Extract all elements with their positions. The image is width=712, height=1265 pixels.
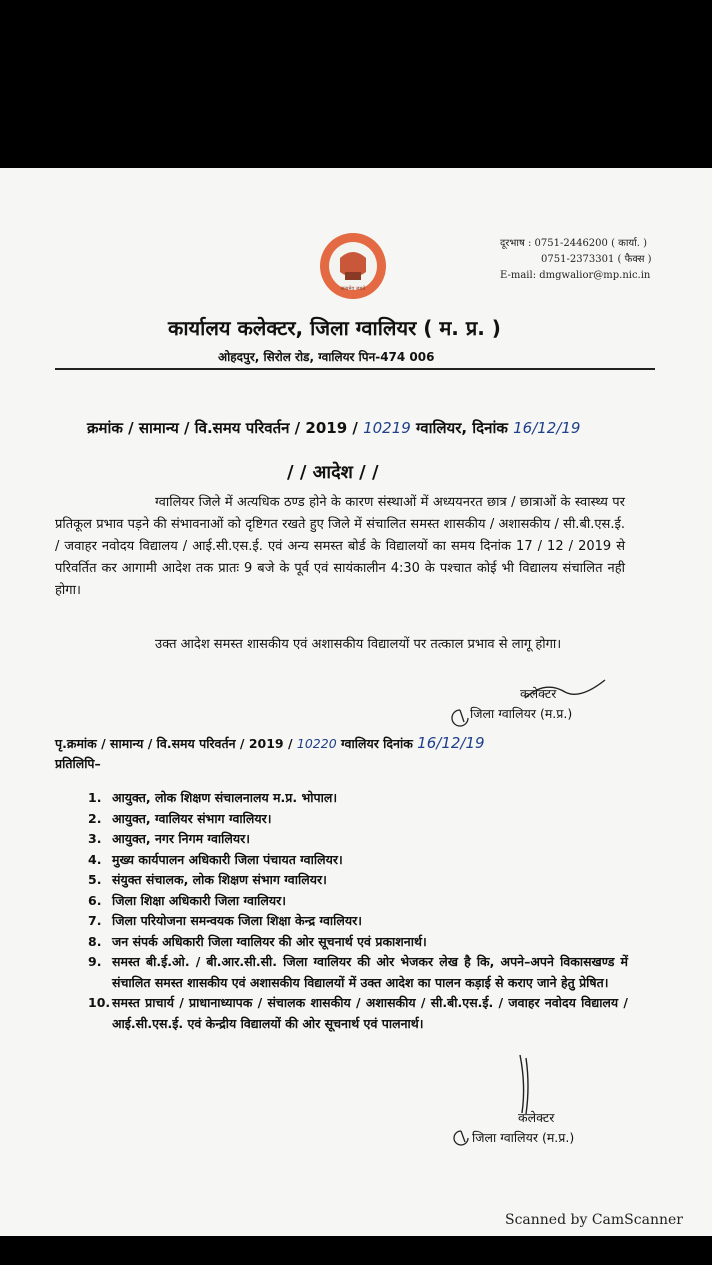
list-item <box>88 911 628 932</box>
list-item <box>88 870 628 891</box>
copy-ref-number: 10220 <box>296 736 337 751</box>
order-ref-prefix: क्रमांक / सामान्य / वि.समय परिवर्तन / 2019 / <box>87 419 358 437</box>
list-item-number: 8. <box>88 933 102 949</box>
list-item <box>88 829 628 850</box>
list-item-text: समस्त प्राचार्य / प्राधानाध्यापक / संचालक शासकीय / अशासकीय / सी.बी.एस.ई. / जवाहर नवोदय विद्यालय / आई.सी.एस.ई. एवं केन्द्रीय विद्यालयों की ओर सूचनार्थ एवं पालनार्थ। <box>112 995 628 1031</box>
copy-ref-date: 16/12/19 <box>417 734 485 752</box>
signature-designation: कलेक्टर <box>518 1110 555 1125</box>
office-address: ओहदपुर, सिरोल रोड, ग्वालियर पिन-474 006 <box>218 350 435 364</box>
list-item <box>88 993 628 1034</box>
list-item-number: 7. <box>88 913 102 928</box>
contact-block <box>500 236 652 284</box>
order-paragraph-1: ग्वालियर जिले में अत्यधिक ठण्ड होने के कारण संस्थाओं में अध्ययनरत छात्र / छात्राओं के स्वास्थ्य पर प्रतिकूल प्रभाव पड़ने की संभावनाओं को दृष्टिगत रखते हुए जिले में संचालित समस्त शासकीय / अशासकीय / सी.बी.एस.ई. / जवाहर नवोदय विद्यालय / आई.सी.एस.ई. एवं अन्य समस्त बोर्ड के विद्यालयों का समय दिनांक 17 / 12 / 2019 से परिवर्तित कर आगामी आदेश तक प्रातः 9 बजे के पूर्व एवं सायंकालीन 4:30 के पश्चात कोई भी विद्यालय संचालित नही होगा। <box>55 495 625 598</box>
list-item-number: 2. <box>88 810 102 826</box>
list-item <box>88 952 628 993</box>
order-paragraph-2: उक्त आदेश समस्त शासकीय एवं अशासकीय विद्यालयों पर तत्काल प्रभाव से लागू होगा। <box>155 637 562 652</box>
signature-district: जिला ग्वालियर (म.प्र.) <box>472 1130 575 1145</box>
header-divider <box>55 368 655 370</box>
copy-ref-place: ग्वालियर दिनांक <box>341 736 413 751</box>
signature-initial <box>448 706 472 728</box>
list-item <box>88 891 628 912</box>
list-item-number: 1. <box>88 790 102 805</box>
list-item-text: आयुक्त, नगर निगम ग्वालियर। <box>112 831 250 846</box>
copy-ref-prefix: पृ.क्रमांक / सामान्य / वि.समय परिवर्तन / 2019 / <box>55 736 293 751</box>
fax-number: 0751-2373301 ( फैक्स ) <box>541 254 652 265</box>
order-ref-date: 16/12/19 <box>513 419 581 437</box>
email-address: E-mail: dmgwalior@mp.nic.in <box>500 270 651 281</box>
list-item-number: 9. <box>88 954 102 969</box>
order-ref-place: ग्वालियर, दिनांक <box>416 419 508 437</box>
list-item-number: 3. <box>88 831 102 846</box>
list-item-text: समस्त बी.ई.ओ. / बी.आर.सी.सी. जिला ग्वालियर की ओर भेजकर लेख है कि, अपने–अपने विकासखण्ड में संचालित समस्त शासकीय एवं अशासकीय विद्यालयों में उक्त आदेश का पालन कड़ाई से कराए जाने हेतु प्रेषित। <box>112 954 628 990</box>
signature-designation: कलेक्टर <box>520 686 557 701</box>
list-item <box>88 809 628 830</box>
list-item <box>88 932 628 953</box>
phone-office: दूरभाष : 0751-2446200 ( कार्या. ) <box>500 238 648 249</box>
list-item-text: संयुक्त संचालक, लोक शिक्षण संभाग ग्वालियर। <box>112 872 327 887</box>
list-item-number: 6. <box>88 892 102 908</box>
copy-to-label: प्रतिलिपि– <box>55 756 101 771</box>
order-title: / / आदेश / / <box>287 462 379 483</box>
copy-reference <box>55 734 485 752</box>
office-title: कार्यालय कलेक्टर, जिला ग्वालियर ( म. प्र. ) <box>168 316 501 340</box>
list-item-text: आयुक्त, ग्वालियर संभाग ग्वालियर। <box>112 810 272 826</box>
copy-list <box>88 788 628 1034</box>
list-item-text: जन संपर्क अधिकारी जिला ग्वालियर की ओर सूचनार्थ एवं प्रकाशनार्थ। <box>112 933 427 949</box>
signature-scribble <box>520 676 610 706</box>
order-reference <box>87 418 580 438</box>
list-item-number: 5. <box>88 872 102 887</box>
list-item-text: जिला शिक्षा अधिकारी जिला ग्वालियर। <box>112 892 286 908</box>
signature-district: जिला ग्वालियर (म.प्र.) <box>470 706 573 721</box>
list-item-number: 4. <box>88 851 102 867</box>
scanner-watermark: Scanned by CamScanner <box>505 1212 683 1228</box>
emblem-motto: सत्यमेव जयते <box>340 286 366 292</box>
list-item-text: मुख्य कार्यपालन अधिकारी जिला पंचायत ग्वालियर। <box>112 851 343 867</box>
list-item <box>88 788 628 809</box>
list-item-number: 10. <box>88 995 111 1010</box>
government-emblem-icon <box>318 230 388 302</box>
list-item-text: जिला परियोजना समन्वयक जिला शिक्षा केन्द्र ग्वालियर। <box>112 913 362 928</box>
signature-initial <box>450 1128 472 1148</box>
list-item <box>88 850 628 871</box>
order-ref-number: 10219 <box>363 419 411 437</box>
list-item-text: आयुक्त, लोक शिक्षण संचालनालय म.प्र. भोपाल। <box>112 790 338 805</box>
